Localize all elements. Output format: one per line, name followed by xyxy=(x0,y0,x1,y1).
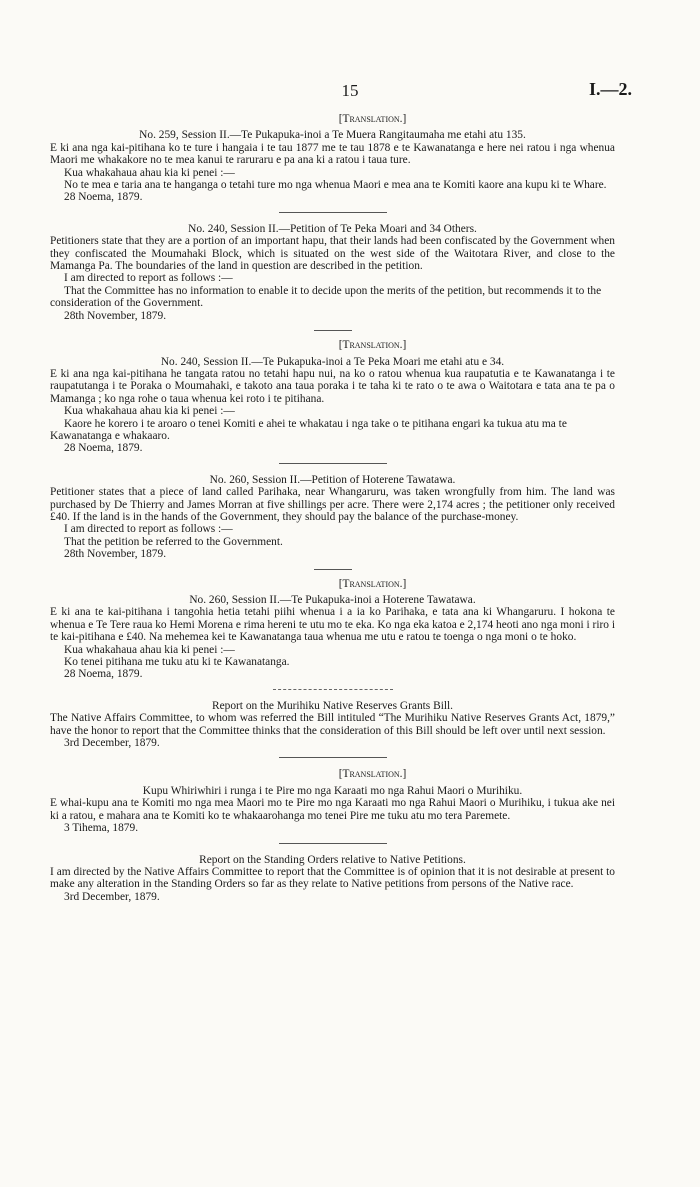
section-body: The Native Affairs Committee, to whom was referred the Bill intituled “The Murihiku Native Reserves Grants Act, 1879,” have the honor to report that the Committee thinks that the consideration of this Bill should be left over until next session. xyxy=(50,712,615,737)
section-body: E ki ana nga kai-pitihana ko te ture i hangaia i te tau 1877 me te tau 1878 e te Kawanatanga e here nei ratou i nga whenua Maori me whakakore no te mea kanui te raruraru e pa ana ki a ratou i taua ture. xyxy=(50,141,615,167)
section-body: Petitioners state that they are a portion of an important hapu, that their lands had been confiscated by the Government when they confiscated the Moumahaki Block, which is situated on the west side of the Waitotara River, and close to the Mamanga Pa. The boundaries of the land in question are described in the petition. xyxy=(50,235,615,273)
date-line: 28th November, 1879. xyxy=(64,309,167,322)
date-line: 28 Noema, 1879. xyxy=(64,442,143,455)
report-line: I am directed to report as follows :— xyxy=(64,272,233,285)
translation-label: [Translation.] xyxy=(338,577,407,590)
section-divider xyxy=(279,463,387,464)
section-divider xyxy=(314,330,352,331)
section-murihiku-report xyxy=(50,700,615,750)
report-line: That the Committee has no information to enable it to decide upon the merits of the petition, but recommends it to the consideration of the Government. xyxy=(50,284,602,310)
section-translation-260 xyxy=(50,578,615,681)
section-divider xyxy=(279,212,387,213)
translation-label: [Translation.] xyxy=(338,339,407,352)
page-number: 15 xyxy=(341,81,359,100)
section-title: Report on the Murihiku Native Reserves Grants Bill. xyxy=(211,699,454,712)
document-body xyxy=(50,113,615,903)
date-line: 3rd December, 1879. xyxy=(64,890,160,903)
section-body: E ki ana nga kai-pitihana he tangata ratou no tetahi hapu nui, na ko o ratou whenua kua raupatutia e te Kawanatanga i te raupatutanga i te Poraka o Moumahaki, e takoto ana taua poraka i te taha ki te rato o te awa o Waitotara e tata ana te pa o Mamanga ; ko nga rohe o taua whenua kei roto i te pitihana. xyxy=(50,367,615,405)
section-title: No. 259, Session II.—Te Pukapuka-inoi a Te Muera Rangitaumaha me etahi atu 135. xyxy=(139,129,526,142)
section-murihiku-translation xyxy=(50,768,615,834)
section-petition-260 xyxy=(50,474,615,561)
section-divider xyxy=(314,569,352,570)
section-title: No. 260, Session II.—Te Pukapuka-inoi a Hoterene Tawatawa. xyxy=(189,594,476,606)
date-line: 28th November, 1879. xyxy=(64,548,167,561)
date-line: 3rd December, 1879. xyxy=(64,737,160,750)
section-title: Report on the Standing Orders relative to Native Petitions. xyxy=(199,853,466,866)
report-line: Kaore he korero i te aroaro o tenei Komiti e ahei te whakatau i nga take o te pitihana engari ka tukua atu ma te Kawanatanga e whakaaro. xyxy=(50,417,567,442)
section-body: I am directed by the Native Affairs Committee to report that the Committee is of opinion that it is not desirable at present to make any alteration in the Standing Orders so far as they relate to Native petitions from persons of the Native race. xyxy=(50,865,615,891)
section-divider xyxy=(279,843,387,844)
section-title: No. 240, Session II.—Petition of Te Peka Moari and 34 Others. xyxy=(188,222,477,235)
section-title: No. 240, Session II.—Te Pukapuka-inoi a Te Peka Moari me etahi atu e 34. xyxy=(160,355,505,368)
section-title: Kupu Whiriwhiri i runga i te Pire mo nga Karaati mo nga Rahui Maori o Murihiku. xyxy=(142,784,523,797)
report-line: No te mea e taria ana te hanganga o tetahi ture mo nga whenua Maori e mea ana te Komiti kaore ana kupu ki te Whare. xyxy=(64,179,607,192)
section-divider xyxy=(279,757,387,758)
translation-label: [Translation.] xyxy=(338,768,407,781)
date-line: 28 Noema, 1879. xyxy=(64,191,143,204)
report-line: That the petition be referred to the Government. xyxy=(64,535,283,548)
report-line: Kua whakahaua ahau kia ki penei :— xyxy=(64,166,235,179)
report-line: I am directed to report as follows :— xyxy=(64,523,233,536)
section-body: Petitioner states that a piece of land called Parihaka, near Whangaruru, was taken wrongfully from him. The land was purchased by De Thierry and James Morran at five shillings per acre. There were 2,174 acres ; the petitioner only received £40. If the land is in the hands of the Government, they should pay the balance of the purchase-money. xyxy=(50,486,615,523)
date-line: 3 Tihema, 1879. xyxy=(64,822,139,835)
translation-label: [Translation.] xyxy=(338,113,407,125)
report-line: Kua whakahaua ahau kia ki penei :— xyxy=(64,643,235,656)
section-translation-259 xyxy=(50,113,615,204)
report-line: Ko tenei pitihana me tuku atu ki te Kawanatanga. xyxy=(64,656,290,669)
section-body: E ki ana te kai-pitihana i tangohia hetia tetahi piihi whenua i a ia ko Parihaka, e tata ana ki Whangaruru. I hokona te whenua e Te Tere raua ko Hemi Morena e rima hereni te utu mo te eka. Ko nga eka katoa e 2,174 heoti ano nga moni i riro i te kai-pitihana e £40. Na mehemea kei te Kawanatanga taua whenua me utu e ratou te toenga o nga moni o te hoko. xyxy=(50,606,615,644)
section-divider xyxy=(273,689,393,690)
report-line: Kua whakahaua ahau kia ki penei :— xyxy=(64,405,235,418)
document-reference: I.—2. xyxy=(588,79,632,99)
section-translation-240 xyxy=(50,339,615,455)
section-body: E whai-kupu ana te Komiti mo nga mea Maori mo te Pire mo nga Karaati mo nga Rahui Maori o Murihiku, i tukua ake nei ki a ratou, e mahara ana te Komiti ko te whakaarohanga mo tenei Pire me tuku atu mo tera Paremete. xyxy=(50,797,615,822)
section-standing-orders-report xyxy=(50,854,615,904)
section-petition-240 xyxy=(50,223,615,322)
section-title: No. 260, Session II.—Petition of Hoterene Tawatawa. xyxy=(209,473,456,486)
date-line: 28 Noema, 1879. xyxy=(64,668,143,681)
